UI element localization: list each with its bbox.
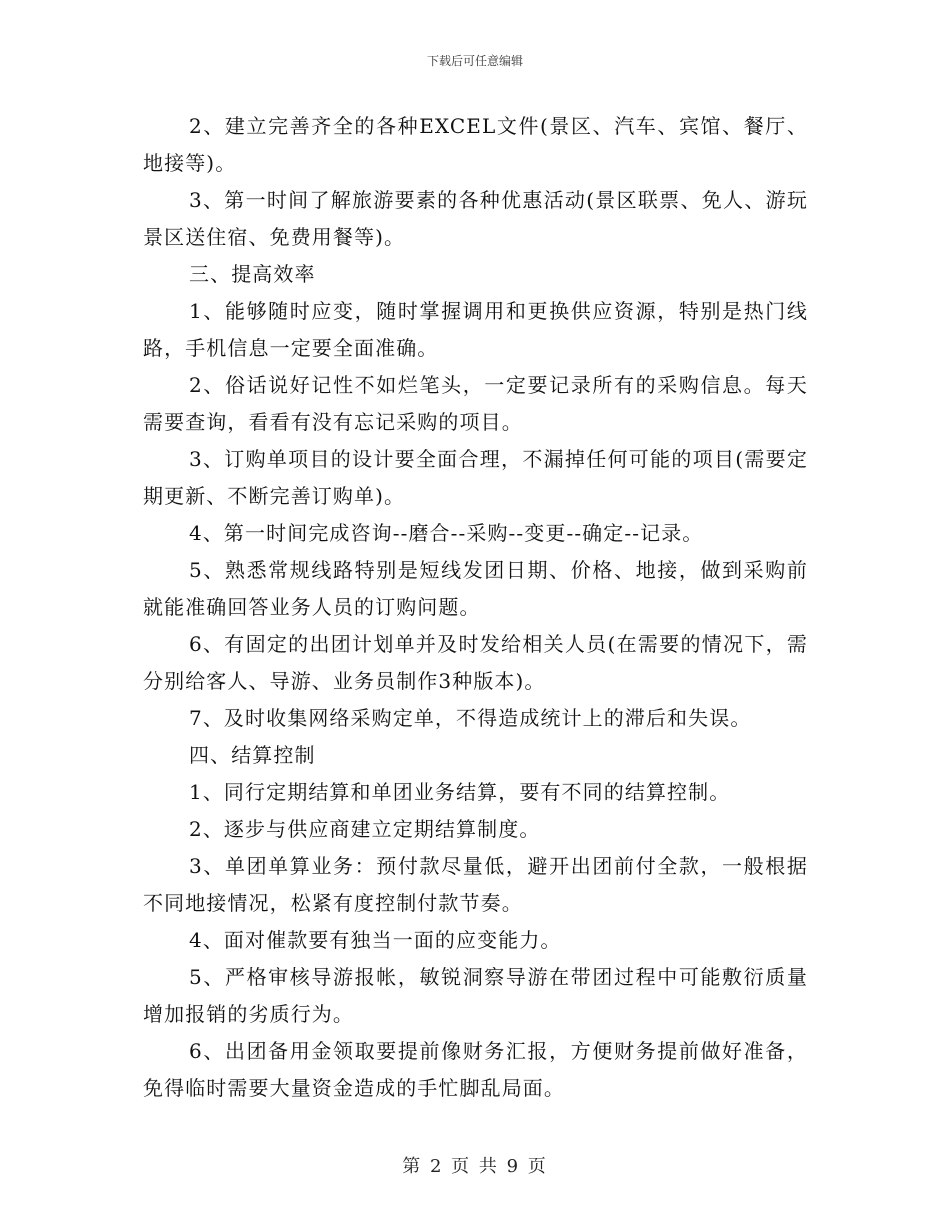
section-heading: 四、结算控制 — [189, 743, 316, 767]
paragraph: 6、有固定的出团计划单并及时发给相关人员(在需要的情况下，需分别给客人、导游、业务员制作3种版本)。 — [143, 632, 808, 693]
paragraph: 7、及时收集网络采购定单，不得造成统计上的滞后和失误。 — [189, 706, 752, 730]
paragraph: 4、第一时间完成咨询--磨合--采购--变更--确定--记录。 — [189, 521, 704, 545]
paragraph: 4、面对催款要有独当一面的应变能力。 — [189, 928, 562, 952]
paragraph: 6、出团备用金领取要提前像财务汇报，方便财务提前做好准备，免得临时需要大量资金造成的手忙脚乱局面。 — [143, 1039, 808, 1100]
document-body — [143, 108, 808, 1107]
page-header: 下载后可任意编辑 — [426, 54, 523, 68]
paragraph: 3、订购单项目的设计要全面合理，不漏掉任何可能的项目(需要定期更新、不断完善订购单)。 — [143, 447, 808, 508]
paragraph: 1、同行定期结算和单团业务结算，要有不同的结算控制。 — [189, 780, 731, 804]
section-heading: 三、提高效率 — [189, 262, 316, 286]
paragraph: 2、建立完善齐全的各种EXCEL文件(景区、汽车、宾馆、餐厅、地接等)。 — [143, 114, 808, 175]
paragraph: 1、能够随时应变，随时掌握调用和更换供应资源，特别是热门线路，手机信息一定要全面准确。 — [143, 299, 808, 360]
paragraph: 3、第一时间了解旅游要素的各种优惠活动(景区联票、免人、游玩景区送住宿、免费用餐等)。 — [143, 188, 808, 249]
paragraph: 5、熟悉常规线路特别是短线发团日期、价格、地接，做到采购前就能准确回答业务人员的订购问题。 — [143, 558, 808, 619]
page-number: 第 2 页 共 9 页 — [402, 1156, 548, 1177]
paragraph: 3、单团单算业务：预付款尽量低，避开出团前付全款，一般根据不同地接情况，松紧有度控制付款节奏。 — [143, 854, 808, 915]
paragraph: 2、俗话说好记性不如烂笔头，一定要记录所有的采购信息。每天需要查询，看看有没有忘记采购的项目。 — [143, 373, 808, 434]
paragraph: 2、逐步与供应商建立定期结算制度。 — [189, 817, 541, 841]
paragraph: 5、严格审核导游报帐，敏锐洞察导游在带团过程中可能敷衍质量增加报销的劣质行为。 — [143, 965, 808, 1026]
